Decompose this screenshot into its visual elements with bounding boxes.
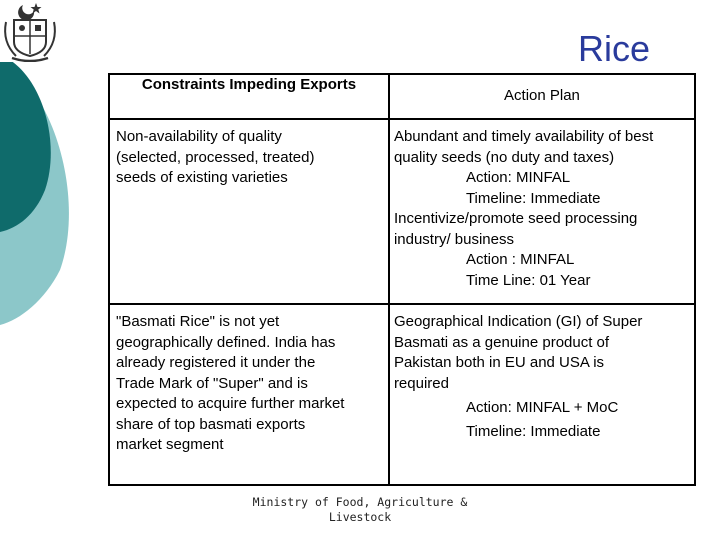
constraint-line: seeds of existing varieties [116, 169, 288, 186]
action-line: Basmati as a genuine product of [393, 333, 610, 351]
action-owner-line: Action: MINFAL + MoC [465, 399, 619, 416]
action-line: Abundant and timely availability of best [393, 128, 654, 145]
header-constraints: Constraints Impeding Exports [109, 74, 389, 119]
constraint-cell [109, 119, 389, 304]
action-line: Incentivize/promote seed processing [393, 210, 638, 227]
action-cell [389, 304, 695, 485]
timeline-line: Timeline: Immediate [465, 189, 601, 207]
page-title [0, 28, 650, 70]
constraint-line: Trade Mark of "Super" and is [116, 374, 308, 392]
constraint-line: already registered it under the [116, 354, 316, 371]
action-line: Geographical Indication (GI) of Super [393, 313, 643, 330]
table-header-row [109, 74, 695, 119]
constraint-line: share of top basmati exports [116, 415, 306, 433]
action-line: industry/ business [393, 230, 514, 248]
constraint-line: geographically defined. India has [116, 333, 336, 351]
action-line: Pakistan both in EU and USA is [393, 354, 605, 371]
timeline-line: Time Line: 01 Year [465, 271, 591, 289]
footer-ministry [250, 495, 470, 525]
constraint-line: expected to acquire further market [116, 395, 345, 412]
rice-export-table [108, 73, 696, 486]
title-text: Rice [577, 28, 650, 69]
constraint-line: market segment [116, 436, 224, 453]
action-line: required [393, 374, 449, 392]
timeline-line: Timeline: Immediate [465, 422, 601, 440]
constraint-line: (selected, processed, treated) [116, 148, 315, 166]
table-row [109, 304, 695, 485]
constraint-cell [109, 304, 389, 485]
action-line: quality seeds (no duty and taxes) [393, 148, 615, 166]
constraint-line: Non-availability of quality [116, 128, 282, 145]
footer-line: Ministry of Food, Agriculture & [252, 495, 468, 509]
action-owner-line: Action : MINFAL [465, 251, 575, 268]
constraint-line: "Basmati Rice" is not yet [116, 313, 280, 330]
action-owner-line: Action: MINFAL [465, 169, 571, 186]
footer-line: Livestock [328, 510, 392, 524]
header-action-plan: Action Plan [389, 74, 695, 119]
action-cell [389, 119, 695, 304]
table-row [109, 119, 695, 304]
